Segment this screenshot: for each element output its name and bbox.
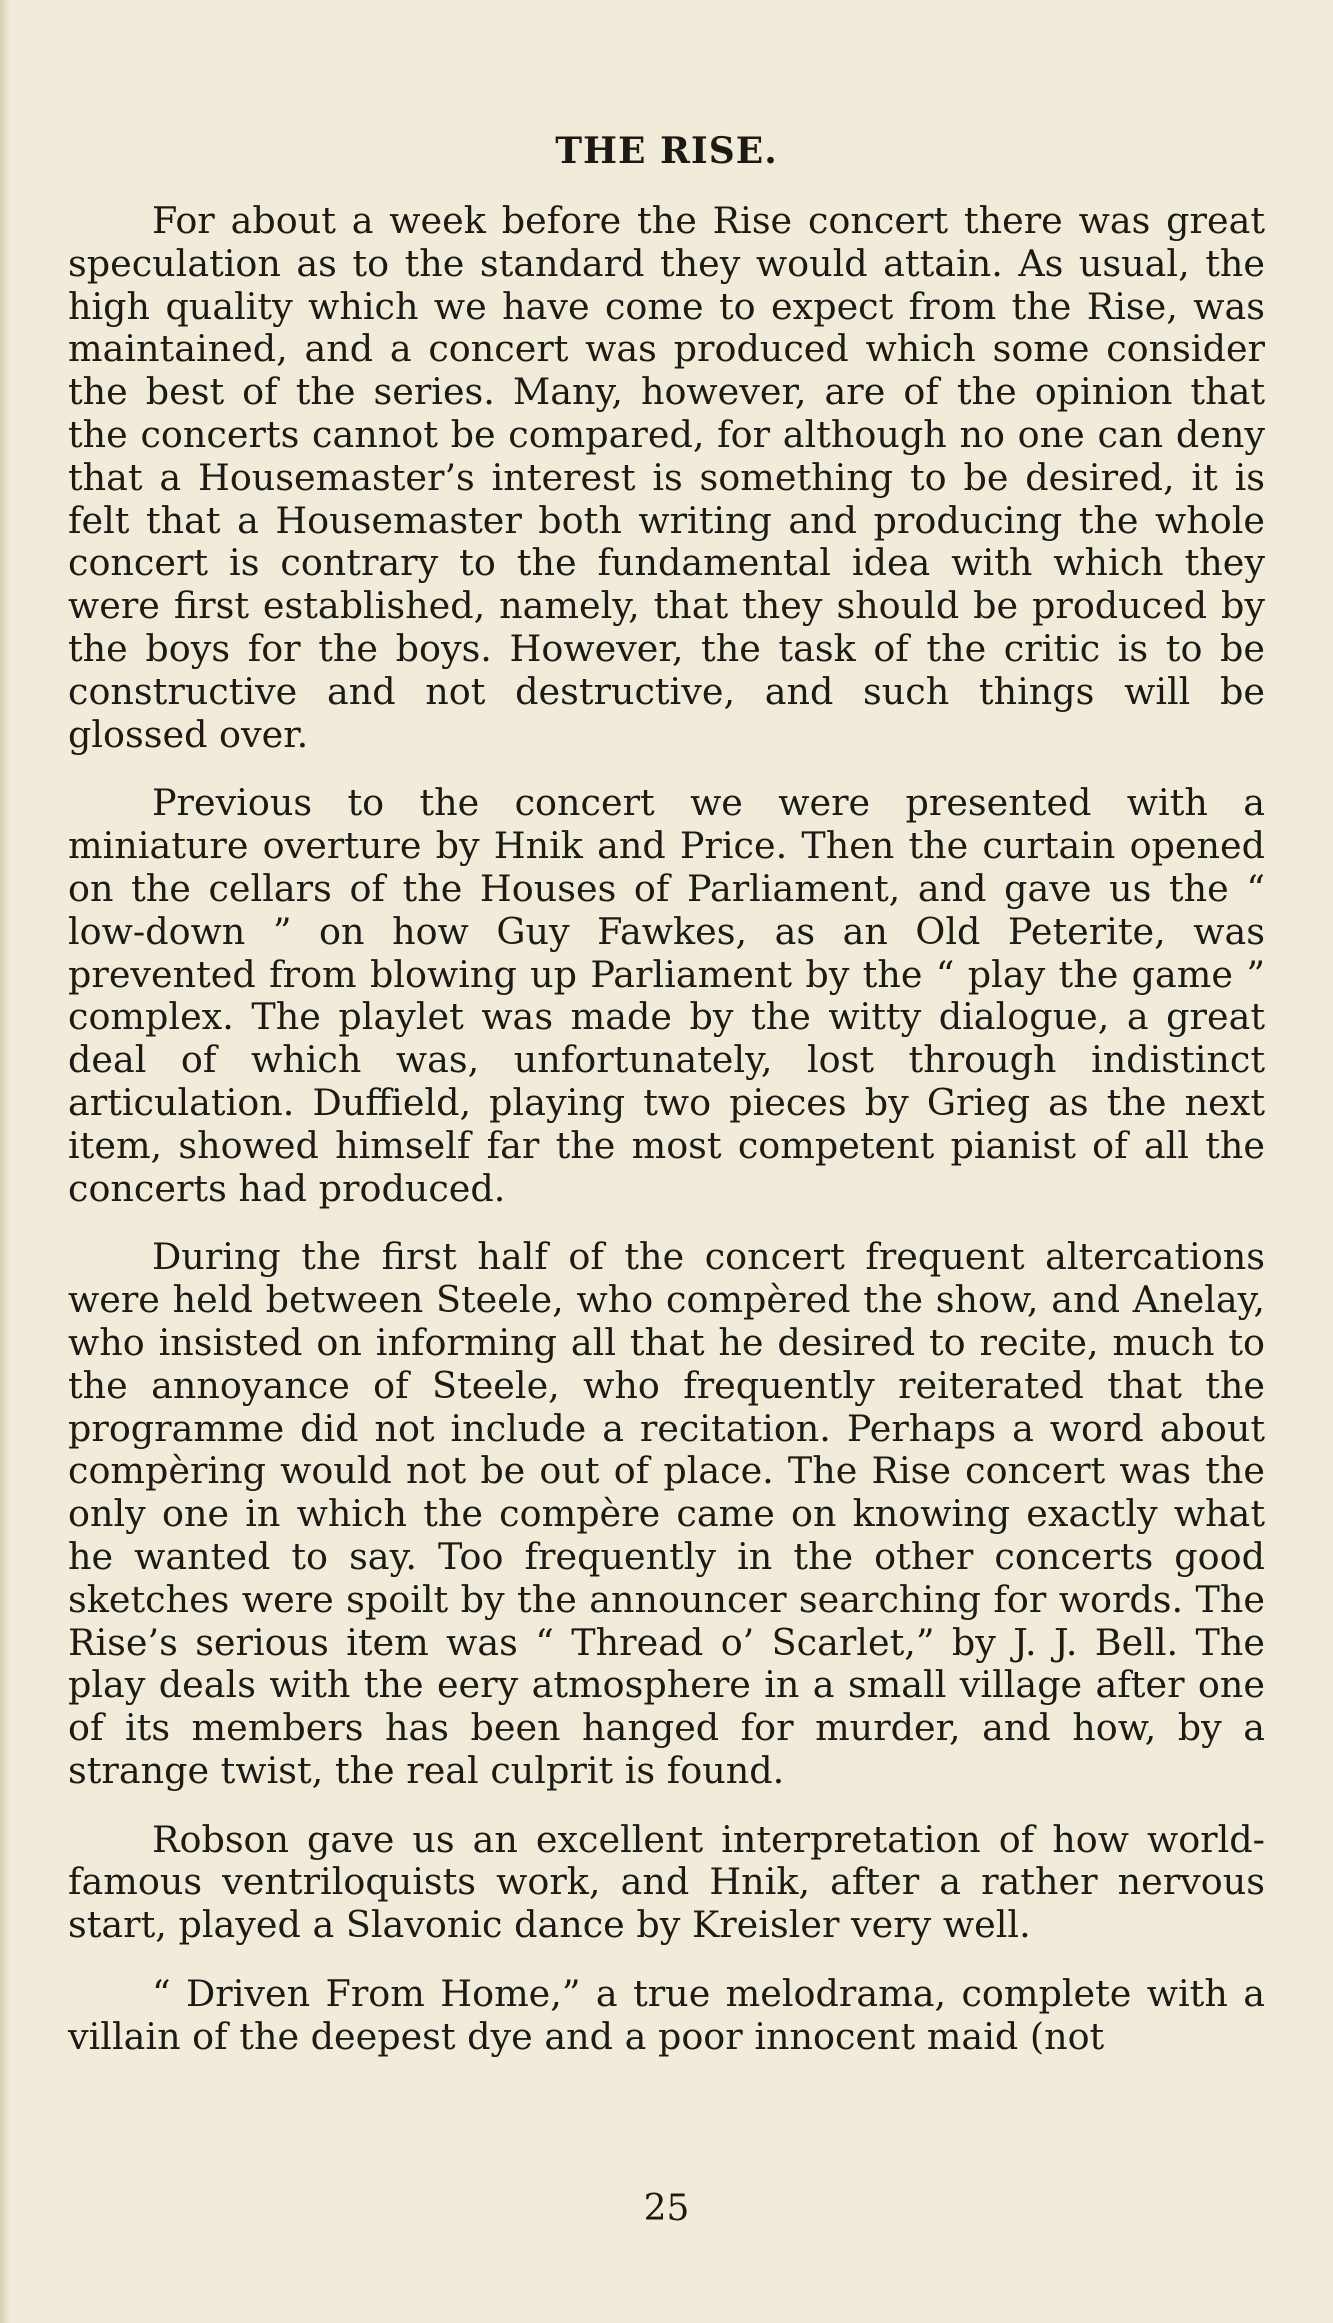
page-number: 25: [643, 2188, 690, 2229]
paragraph: During the first half of the concert frequent altercations were held between Steele, who compèred the show, and Anelay, who insisted on informing all that he desired to recite, much to the annoyance of Steele, who frequently reiterated that the programme did not include a recitation. Perhaps a word about compèring would not be out of place. The Rise concert was the only one in which the compère came on knowing exactly what he wanted to say. Too frequently in the other concerts good sketches were spoilt by the announcer searching for words. The Rise’s serious item was “ Thread o’ Scarlet,” by J. J. Bell. The play deals with the eery atmosphere in a small village after one of its members has been hanged for murder, and how, by a strange twist, the real culprit is found.: [68, 1235, 1265, 1792]
paragraph: For about a week before the Rise concert there was great speculation as to the standard they would attain. As usual, the high quality which we have come to expect from the Rise, was maintained, and a concert was produced which some consider the best of the series. Many, however, are of the opinion that the concerts cannot be compared, for although no one can deny that a Housemaster’s interest is something to be desired, it is felt that a Housemaster both writing and producing the whole concert is contrary to the fundamental idea with which they were first established, namely, that they should be produced by the boys for the boys. However, the task of the critic is to be constructive and not destructive, and such things will be glossed over.: [68, 199, 1265, 756]
paragraph: Robson gave us an excellent interpretation of how world-famous ventriloquists work, and Hnik, after a rather nervous start, played a Slavonic dance by Kreisler very well.: [68, 1817, 1265, 1947]
page-gutter-shadow: [0, 0, 10, 2323]
article-body: [68, 200, 1265, 2085]
paragraph: Previous to the concert we were presented with a miniature overture by Hnik and Price. Then the curtain opened on the cellars of the Houses of Parliament, and gave us the “ low-down ” on how Guy Fawkes, as an Old Peterite, was prevented from blowing up Parliament by the “ play the game ” complex. The playlet was made by the witty dialogue, a great deal of which was, unfortunately, lost through indistinct articulation. Duffield, playing two pieces by Grieg as the next item, showed himself far the most competent pianist of all the concerts had produced.: [68, 781, 1265, 1210]
paragraph: “ Driven From Home,” a true melodrama, complete with a villain of the deepest dye and a poor innocent maid (not: [68, 1972, 1265, 2058]
section-heading: THE RISE.: [555, 130, 778, 172]
